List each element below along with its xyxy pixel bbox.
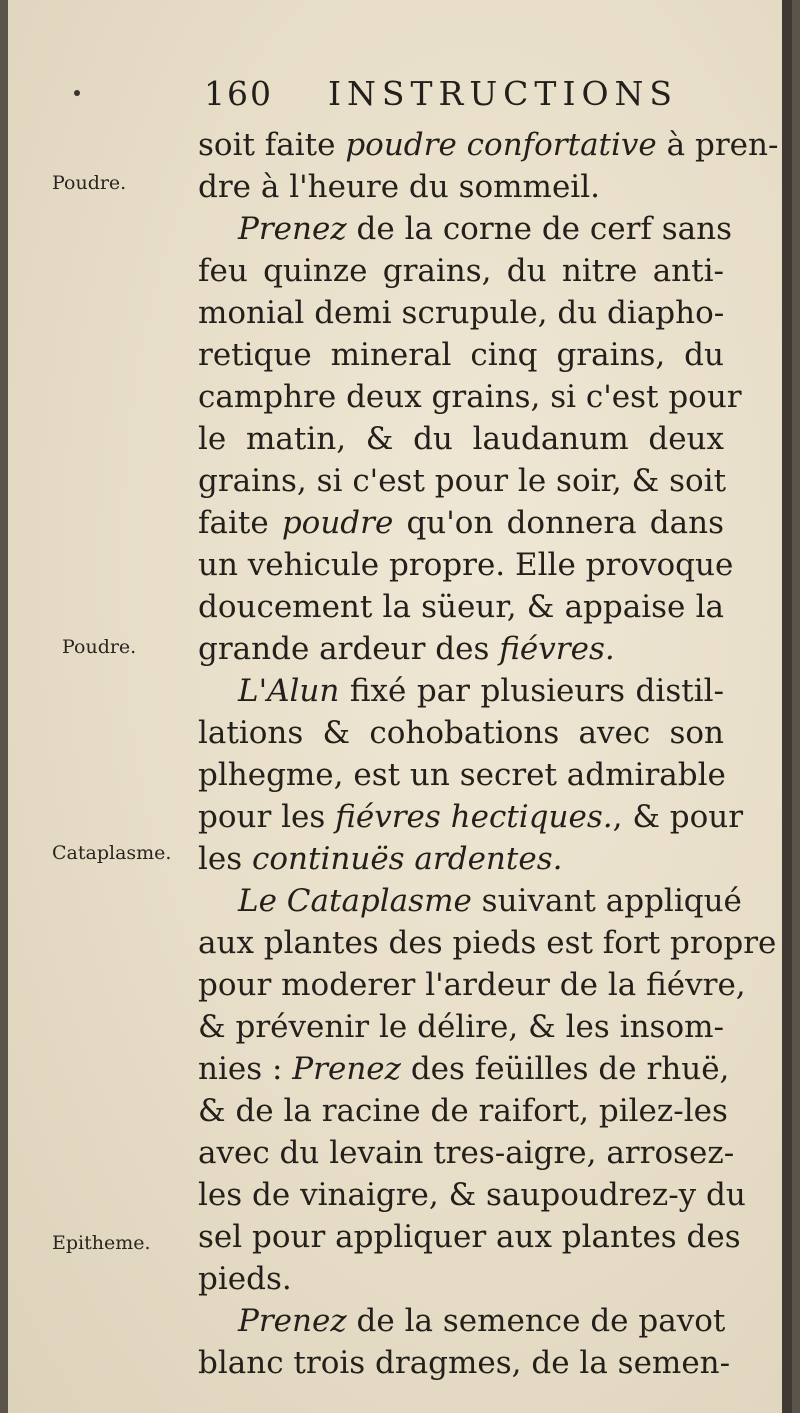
text-segment: soit faite [198,127,346,163]
text-line [198,1174,746,1216]
text-line [198,1132,735,1174]
text-line [198,166,724,208]
text-segment: pieds. [198,1261,292,1297]
text-segment: retique mineral cinq grains, du [198,337,724,373]
text-line [198,1300,724,1342]
page-number: 160 [204,74,273,113]
text-line [198,754,724,796]
text-segment: dre à l'heure du sommeil. [198,169,600,205]
italic-text: continuës ardentes. [252,841,563,877]
italic-text: poudre confortative [345,127,657,163]
text-line [198,964,746,1006]
running-header [204,74,724,124]
italic-text: Prenez [238,211,347,247]
italic-text: L'Alun [238,673,340,709]
text-line [198,586,724,628]
text-line [198,334,724,376]
italic-text: Le Cataplasme [238,883,472,919]
text-segment: le matin, & du laudanum deux [198,421,724,457]
text-line [198,796,744,838]
text-segment: monial demi scrupule, du diapho- [198,295,725,331]
text-line [198,1342,731,1384]
running-title: INSTRUCTIONS [328,74,679,113]
text-segment: sel pour appliquer aux plantes des [198,1219,741,1255]
text-segment: faite [198,505,282,541]
text-line [198,1006,724,1048]
italic-text: fiévres. [499,631,615,667]
text-line [198,418,724,460]
margin-note-poudre-1: Poudre. [52,172,127,194]
text-line [198,460,727,502]
text-segment: avec du levain tres-aigre, arrosez- [198,1135,735,1171]
text-line [198,1048,730,1090]
text-segment: aux plantes des pieds est fort propre [198,925,777,961]
text-segment: nies : [198,1051,293,1087]
text-segment: les [198,841,253,877]
text-line [198,712,724,754]
text-segment: grande ardeur des [198,631,500,667]
text-line [198,628,724,670]
text-line [198,292,724,334]
italic-text: Prenez [238,1303,347,1339]
text-segment: à pren- [656,127,779,163]
italic-text: fiévres hectiques. [335,799,613,835]
text-line [198,922,777,964]
text-segment: de la corne de cerf sans [346,211,732,247]
text-segment: pour les [198,799,336,835]
text-segment: des feüilles de rhuë, [400,1051,730,1087]
text-segment: blanc trois dragmes, de la semen- [198,1345,731,1381]
page-edge [782,0,792,1413]
text-line [198,376,742,418]
text-segment: de la semence de pavot [346,1303,726,1339]
text-line [198,208,732,250]
text-segment: feu quinze grains, du nitre anti- [198,253,724,289]
italic-text: poudre [281,505,394,541]
text-segment: les de vinaigre, & saupoudrez-y du [198,1177,746,1213]
text-line [198,880,742,922]
text-segment: suivant appliqué [471,883,742,919]
text-segment: & de la racine de raifort, pilez-les [198,1093,728,1129]
body-text [198,124,779,1384]
text-segment: , & pour [612,799,744,835]
text-line [198,1090,728,1132]
text-line [198,670,724,712]
text-line [198,250,724,292]
text-line [198,1258,724,1300]
book-page [8,0,792,1413]
margin-note-epitheme: Epitheme. [52,1232,151,1254]
text-segment: plhegme, est un secret admirable [198,757,726,793]
text-segment: un vehicule propre. Elle provoque [198,547,734,583]
margin-note-poudre-2: Poudre. [62,636,137,658]
text-segment: grains, si c'est pour le soir, & soit [198,463,727,499]
text-line [198,838,724,880]
text-segment: qu'on donnera dans [393,505,724,541]
text-segment: & prévenir le délire, & les insom- [198,1009,724,1045]
text-segment: pour moderer l'ardeur de la fiévre, [198,967,746,1003]
text-line [198,544,734,586]
ink-dot [74,90,80,96]
italic-text: Prenez [292,1051,401,1087]
text-line [198,1216,741,1258]
text-segment: doucement la süeur, & appaise la [198,589,724,625]
margin-note-cataplasme: Cataplasme. [52,842,172,864]
text-line [198,124,779,166]
text-segment: camphre deux grains, si c'est pour [198,379,742,415]
text-line [198,502,724,544]
text-segment: fixé par plusieurs distil- [339,673,724,709]
text-segment: lations & cohobations avec son [198,715,724,751]
